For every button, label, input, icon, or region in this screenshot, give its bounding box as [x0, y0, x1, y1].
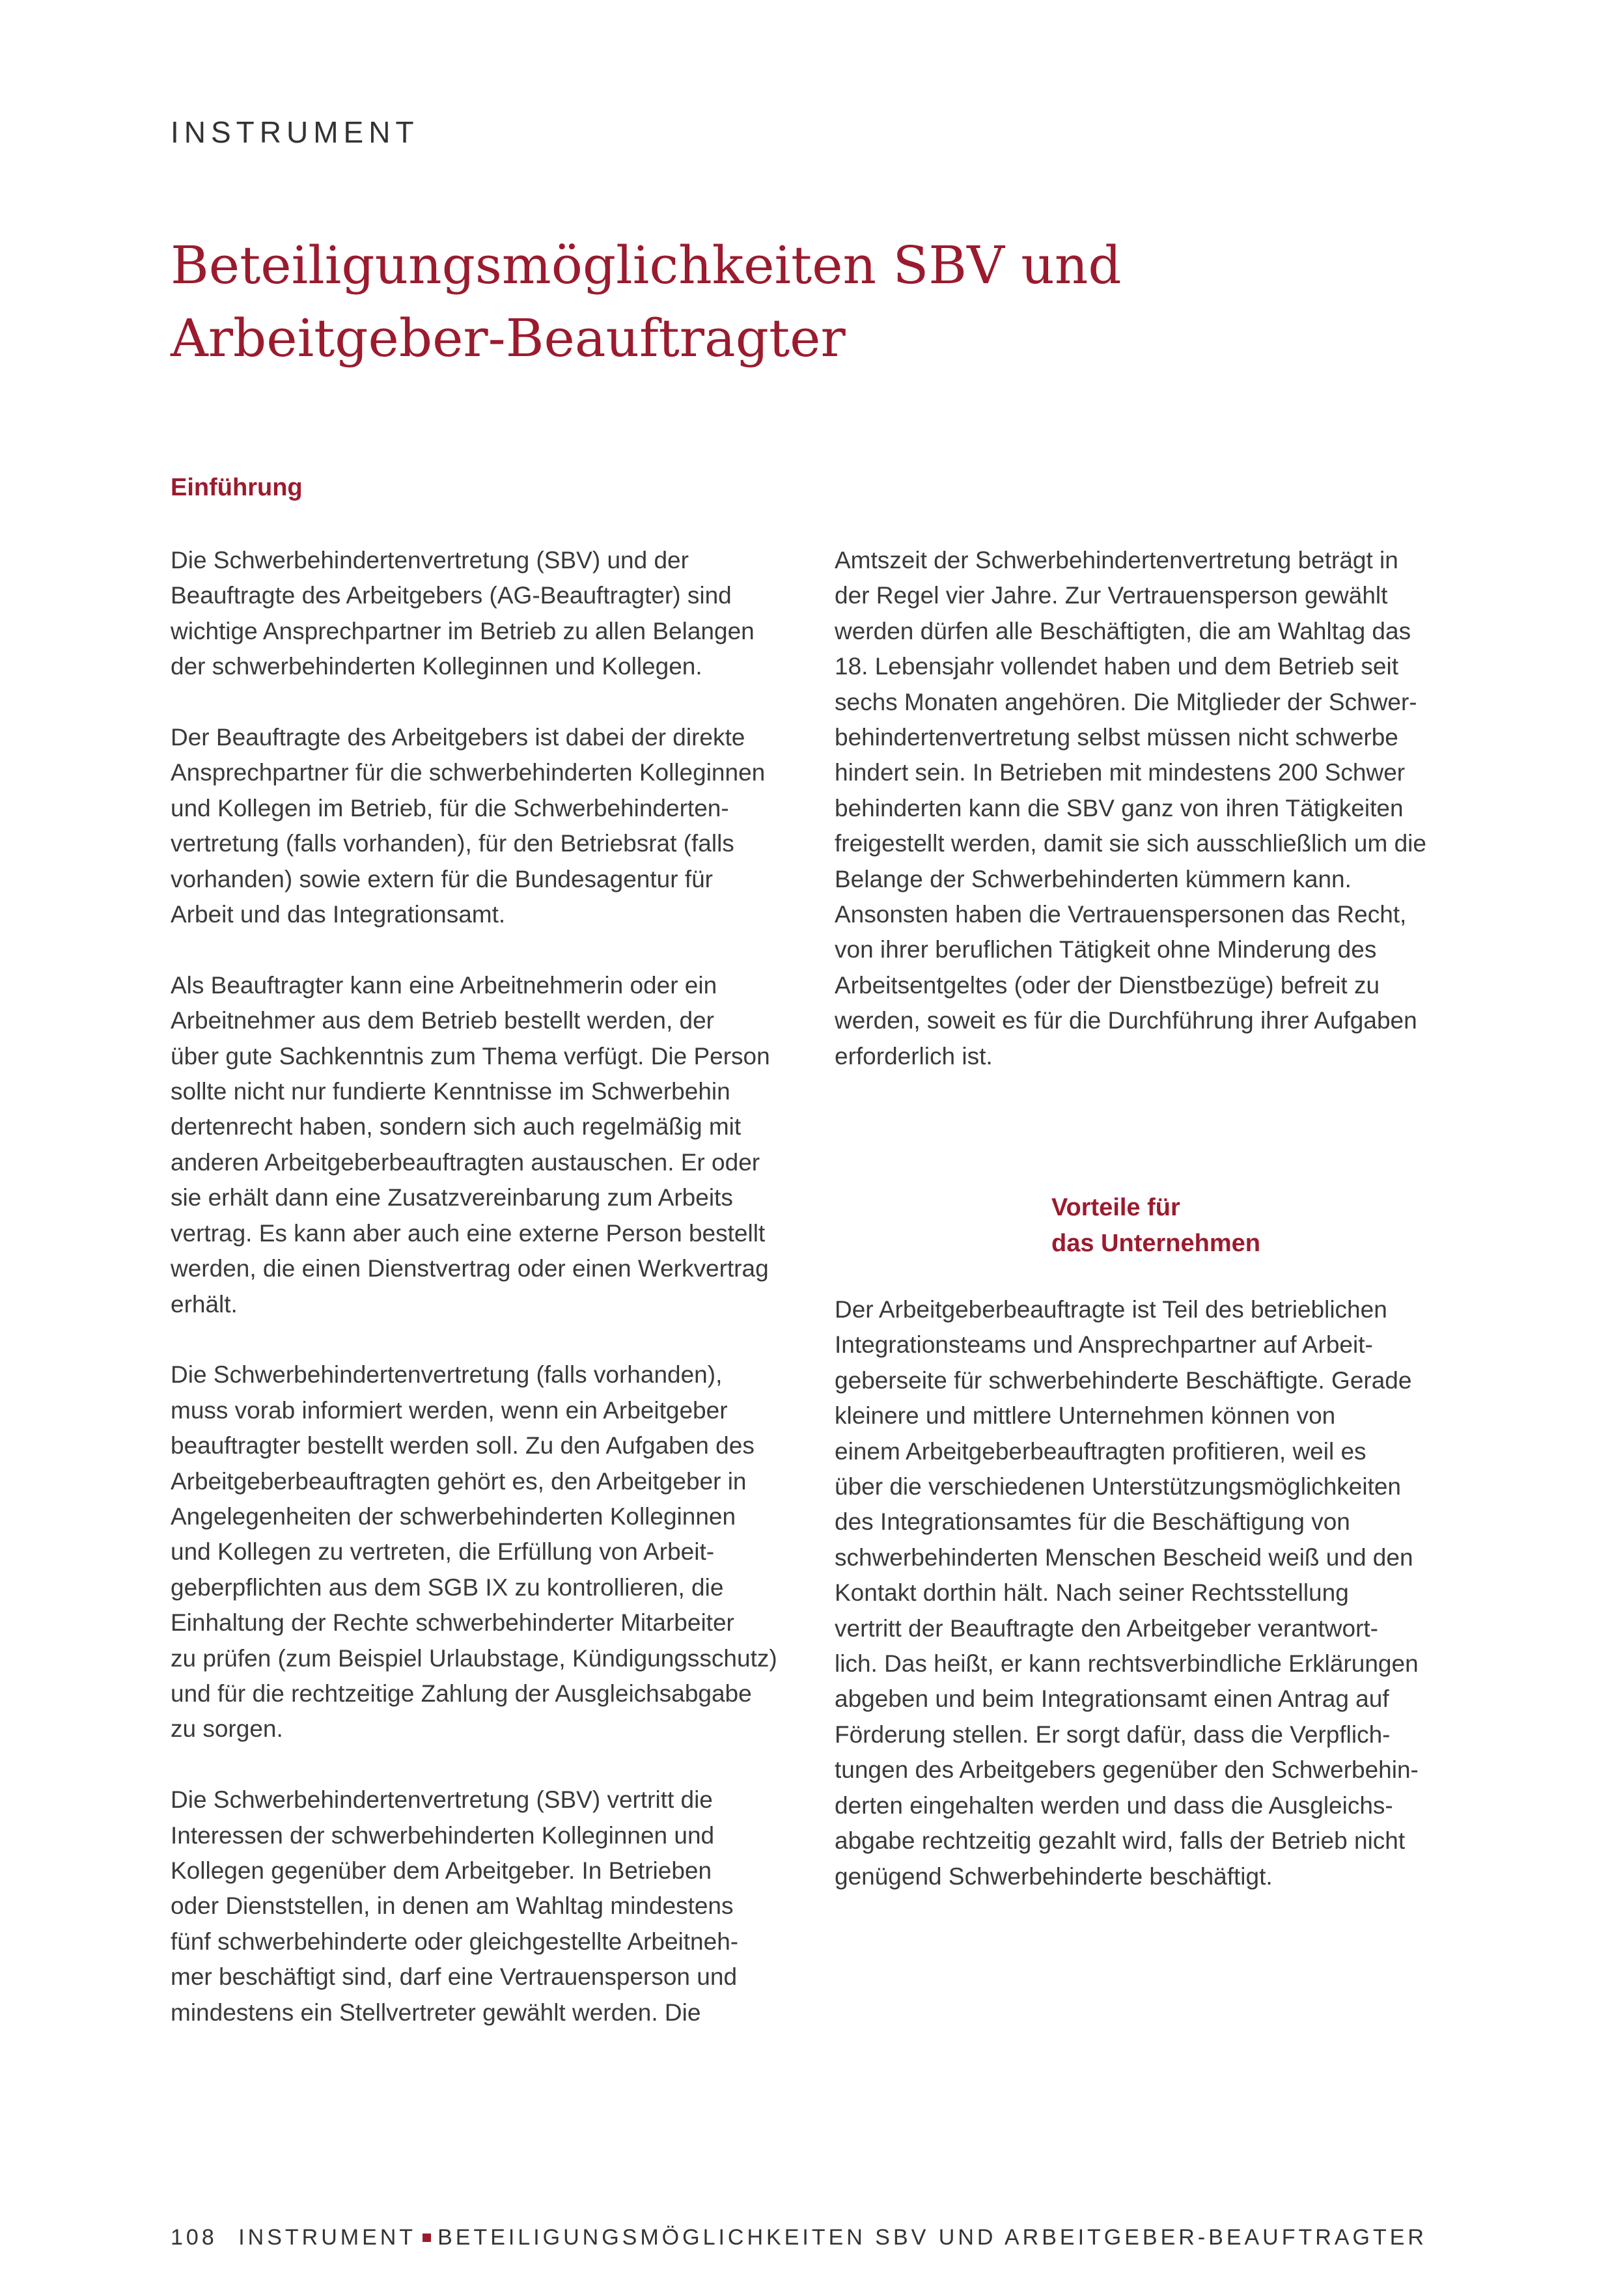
paragraph: Die Schwerbehindertenvertretung (SBV) und der Beauftragte des Arbeitgebers (AG-Beauftragter) sind wichtige Ansprechpartner im Betrieb zu allen Belangen der schwerbehinderten Kolleginnen und Kollegen.	[171, 547, 755, 680]
left-column	[171, 543, 796, 2066]
paragraph: Die Schwerbehindertenvertretung (falls vorhanden), muss vorab informiert werden, wenn ein Arbeitgeber beauftragter bestellt werden soll. Zu den Aufgaben des Arbeitgeberbeauftragten gehört es, den Arbeitgeber in Angelegenheiten der schwerbehinderten Kolleginnen und Kollegen zu vertreten, die Erfüllung von Arbeit- geberpflichten aus dem SGB IX zu kontrollieren, die Einhaltung der Rechte schwerbehinderter Mitarbeiter zu prüfen (zum Beispiel Urlaubstage, Kündigungsschutz) und für die rechtzeitige Zahlung der Ausgleichsabgabe zu sorgen.	[171, 1361, 777, 1743]
section-heading-einfuehrung: Einführung	[171, 474, 303, 501]
paragraph: Die Schwerbehindertenvertretung (SBV) vertritt die Interessen der schwerbehinderten Kolleginnen und Kollegen gegenüber dem Arbeitgeber. In Betrieben oder Dienststellen, in denen am Wahltag mindestens fünf schwerbehinderte oder gleichgestellte Arbeitneh- mer beschäftigt sind, darf eine Vertrauensperson und mindestens ein Stellvertreter gewählt werden. Die	[171, 1786, 739, 2026]
paragraph: Der Arbeitgeberbeauftragte ist Teil des betrieblichen Integrationsteams und Ansprechpartner auf Arbeit- geberseite für schwerbehinderte Beschäftigte. Gerade kleinere und mittlere Unternehmen können von einem Arbeitgeberbeauftragten profitieren, weil es über die verschiedenen Unterstützungsmöglichkeiten des Integrationsamtes für die Beschäftigung von schwerbehinderten Menschen Bescheid weiß und den Kontakt dorthin hält. Nach seiner Rechtsstellung vertritt der Beauftragte den Arbeitgeber verantwort- lich. Das heißt, er kann rechtsverbindliche Erklärungen abgeben und beim Integrationsamt einen Antrag auf Förderung stellen. Er sorgt dafür, dass die Verpflich- tungen des Arbeitgebers gegenüber den Schwerbehin- derten eingehalten werden und dass die Ausgleichs- abgabe rechtzeitig gezahlt wird, falls der Betrieb nicht genügend Schwerbehinderte beschäftigt.	[835, 1296, 1419, 1890]
page-title: Beteiligungsmöglichkeiten SBV und Arbeitgeber-Beauftragter	[171, 235, 1122, 368]
subsection-body	[835, 1292, 1453, 1929]
subsection-heading-vorteile: Vorteile für das Unternehmen	[1051, 1194, 1260, 1257]
section-kicker: INSTRUMENT	[171, 115, 419, 149]
paragraph: Als Beauftragter kann eine Arbeitnehmerin oder ein Arbeitnehmer aus dem Betrieb bestellt werden, der über gute Sachkenntnis zum Thema verfügt. Die Person sollte nicht nur fundierte Kenntnisse im Schwerbehin dertenrecht haben, sondern sich auch regelmäßig mit anderen Arbeitgeberbeauftragten austauschen. Er oder sie erhält dann eine Zusatzvereinbarung zum Arbeits vertrag. Es kann aber auch eine externe Person bestellt werden, die einen Dienstvertrag oder einen Werkvertrag erhält.	[171, 971, 770, 1318]
right-column	[835, 543, 1453, 1109]
page-footer	[171, 2225, 1427, 2250]
footer-section: INSTRUMENT	[238, 2225, 417, 2250]
paragraph: Amtszeit der Schwerbehindertenvertretung beträgt in der Regel vier Jahre. Zur Vertrauensperson gewählt werden dürfen alle Beschäftigten, die am Wahltag das 18. Lebensjahr vollendet haben und dem Betrieb seit sechs Monaten angehören. Die Mitglieder der Schwer- behindertenvertretung selbst müssen nicht schwerbe hindert sein. In Betrieben mit mindestens 200 Schwer behinderten kann die SBV ganz von ihren Tätigkeiten freigestellt werden, damit sie sich ausschließlich um die Belange der Schwerbehinderten kümmern kann. Ansonsten haben die Vertrauenspersonen das Recht, von ihrer beruflichen Tätigkeit ohne Minderung des Arbeitsentgeltes (oder der Dienstbezüge) befreit zu werden, soweit es für die Durchführung ihrer Aufgaben erforderlich ist.	[835, 547, 1426, 1070]
footer-topic: BETEILIGUNGSMÖGLICHKEITEN SBV UND ARBEITGEBER-BEAUFTRAGTER	[437, 2225, 1427, 2250]
paragraph: Der Beauftragte des Arbeitgebers ist dabei der direkte Ansprechpartner für die schwerbehinderten Kolleginnen und Kollegen im Betrieb, für die Schwerbehinderten- vertretung (falls vorhanden), für den Betriebsrat (falls vorhanden) sowie extern für die Bundesagentur für Arbeit und das Integrationsamt.	[171, 724, 766, 928]
page-number: 108	[171, 2225, 217, 2250]
square-bullet-icon	[423, 2234, 431, 2242]
